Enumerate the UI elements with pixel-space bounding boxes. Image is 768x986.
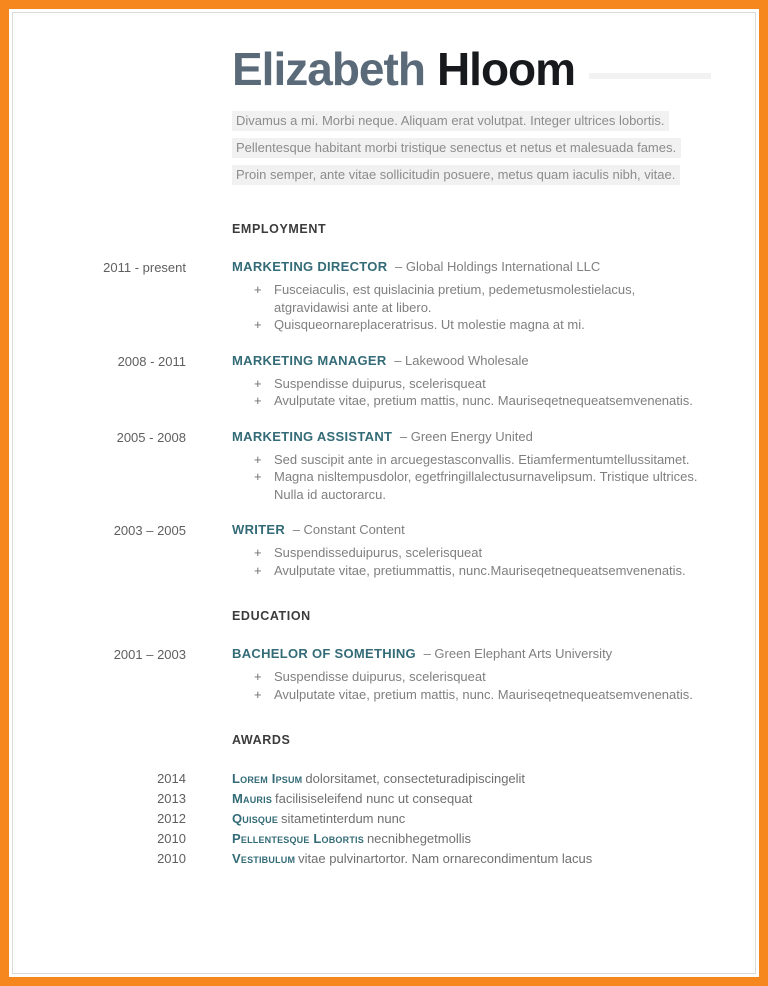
award-year: 2012 xyxy=(157,811,186,826)
award-row xyxy=(21,809,711,829)
bullet-text: Suspendisse duipurus, scelerisqueat xyxy=(274,669,486,684)
page-mat xyxy=(9,9,759,977)
award-row xyxy=(21,769,711,789)
entry-title-line xyxy=(232,645,711,662)
education-entry xyxy=(21,645,711,703)
bullet-text: Fusceiaculis, est quislacinia pretium, pedemetusmolestielacus, atgravidawisi ante at libero. xyxy=(274,282,636,315)
section-heading-education: EDUCATION xyxy=(232,609,311,623)
job-entry-marketing-director xyxy=(21,258,711,334)
job-entry-marketing-manager xyxy=(21,352,711,410)
plus-bullet-icon: + xyxy=(254,393,262,408)
bullet-text: Suspendisse duipurus, scelerisqueat xyxy=(274,375,486,391)
job-entry-marketing-assistant xyxy=(21,428,711,504)
resume-sheet xyxy=(12,12,756,974)
section-education xyxy=(21,609,711,703)
entry-title-line xyxy=(232,521,711,538)
plus-bullet-icon: + xyxy=(254,317,262,332)
award-text: facilisiseleifend nunc ut consequat xyxy=(275,791,473,806)
award-content xyxy=(232,769,711,789)
entry-dates: 2011 - present xyxy=(103,260,186,275)
company-name: – Lakewood Wholesale xyxy=(394,352,529,368)
plus-bullet-icon: + xyxy=(254,562,262,578)
section-awards xyxy=(21,733,711,869)
bullet-item xyxy=(254,468,711,503)
entry-dates: 2008 - 2011 xyxy=(117,353,186,369)
entry-dates: 2003 – 2005 xyxy=(113,523,186,538)
award-content xyxy=(232,789,711,809)
intro-line xyxy=(232,111,711,138)
bullet-item xyxy=(254,451,711,469)
bullet-text: Suspendisseduipurus, scelerisqueat xyxy=(274,545,483,560)
bullet-item xyxy=(254,544,711,562)
award-text: vitae pulvinartortor. Nam ornarecondimentum lacus xyxy=(298,851,593,866)
plus-bullet-icon: + xyxy=(254,282,262,297)
bullet-text: Sed suscipit ante in arcuegestasconvallis. Etiamfermentumtellussitamet. xyxy=(274,451,690,467)
last-name: Hloom xyxy=(436,43,576,95)
bullet-item xyxy=(254,686,711,704)
award-year: 2013 xyxy=(157,791,186,806)
award-content xyxy=(232,849,711,869)
entry-title-line xyxy=(232,258,711,275)
job-title: MARKETING ASSISTANT xyxy=(232,428,393,444)
bullet-item xyxy=(254,392,711,410)
award-keyword: Lorem Ipsum xyxy=(232,771,303,786)
school-name: – Green Elephant Arts University xyxy=(423,646,613,661)
first-name: Elizabeth xyxy=(232,43,425,95)
entry-body xyxy=(232,428,711,504)
plus-bullet-icon: + xyxy=(254,669,262,684)
award-text: necnibhegetmollis xyxy=(366,831,472,846)
header xyxy=(232,43,711,192)
job-title: WRITER xyxy=(232,522,286,537)
award-row xyxy=(21,849,711,869)
job-entry-writer xyxy=(21,521,711,579)
bullet-list xyxy=(254,375,711,410)
intro-line-text: Divamus a mi. Morbi neque. Aliquam erat volutpat. Integer ultrices lobortis. xyxy=(232,111,669,131)
intro-line xyxy=(232,138,711,165)
bullet-item xyxy=(254,562,711,580)
award-year: 2010 xyxy=(157,831,186,846)
award-content xyxy=(232,809,711,829)
bullet-item xyxy=(254,375,711,393)
bullet-item xyxy=(254,668,711,686)
intro-line-text: Pellentesque habitant morbi tristique senectus et netus et malesuada fames. xyxy=(232,138,681,158)
entry-body xyxy=(232,258,711,334)
award-row xyxy=(21,789,711,809)
plus-bullet-icon: + xyxy=(254,375,262,391)
bullet-list xyxy=(254,544,711,579)
section-heading-employment: EMPLOYMENT xyxy=(232,222,327,236)
bullet-text: Avulputate vitae, pretium mattis, nunc. Mauriseqetnequeatsemvenenatis. xyxy=(274,686,693,702)
entry-title-line xyxy=(232,428,711,445)
bullet-item xyxy=(254,316,711,334)
award-keyword: Quisque xyxy=(232,811,279,826)
plus-bullet-icon: + xyxy=(254,451,262,467)
award-row xyxy=(21,829,711,849)
section-employment xyxy=(21,222,711,579)
entry-dates: 2001 – 2003 xyxy=(113,647,186,662)
award-keyword: Mauris xyxy=(232,791,273,806)
entry-dates: 2005 - 2008 xyxy=(116,429,186,445)
award-keyword: Vestibulum xyxy=(232,851,296,866)
page-title xyxy=(232,43,711,95)
bullet-list xyxy=(254,281,711,334)
bullet-text: Quisqueornareplaceratrisus. Ut molestie magna at mi. xyxy=(274,317,585,332)
award-text: dolorsitamet, consecteturadipiscingelit xyxy=(305,771,526,786)
bullet-text: Avulputate vitae, pretium mattis, nunc. Mauriseqetnequeatsemvenenatis. xyxy=(274,393,693,408)
intro-paragraph xyxy=(232,111,711,192)
bullet-list xyxy=(254,668,711,703)
bullet-item xyxy=(254,281,711,316)
section-heading-awards: AWARDS xyxy=(232,733,291,747)
entry-body xyxy=(232,352,711,410)
title-rule xyxy=(589,73,711,79)
bullet-list xyxy=(254,451,711,504)
intro-line xyxy=(232,165,711,192)
entry-body xyxy=(232,521,711,579)
award-year: 2010 xyxy=(157,851,186,866)
plus-bullet-icon: + xyxy=(254,469,262,484)
bullet-text: Magna nisltempusdolor, egetfringillalectusurnavelipsum. Tristique ultrices. Nulla id auctorarcu. xyxy=(274,469,698,502)
job-title: MARKETING MANAGER xyxy=(232,352,387,368)
bullet-text: Avulputate vitae, pretiummattis, nunc.Mauriseqetnequeatsemvenenatis. xyxy=(274,562,686,578)
company-name: – Global Holdings International LLC xyxy=(395,259,601,274)
award-text: sitametinterdum nunc xyxy=(281,811,406,826)
degree-title: BACHELOR OF SOMETHING xyxy=(232,646,416,661)
intro-line-text: Proin semper, ante vitae sollicitudin posuere, metus quam iaculis nibh, vitae. xyxy=(232,165,680,185)
company-name: – Green Energy United xyxy=(399,428,533,444)
job-title: MARKETING DIRECTOR xyxy=(232,259,388,274)
award-content xyxy=(232,829,711,849)
entry-title-line xyxy=(232,352,711,369)
entry-body xyxy=(232,645,711,703)
award-keyword: Pellentesque Lobortis xyxy=(232,831,364,846)
plus-bullet-icon: + xyxy=(254,545,262,560)
award-year: 2014 xyxy=(157,771,186,786)
company-name: – Constant Content xyxy=(292,522,405,537)
plus-bullet-icon: + xyxy=(254,686,262,702)
